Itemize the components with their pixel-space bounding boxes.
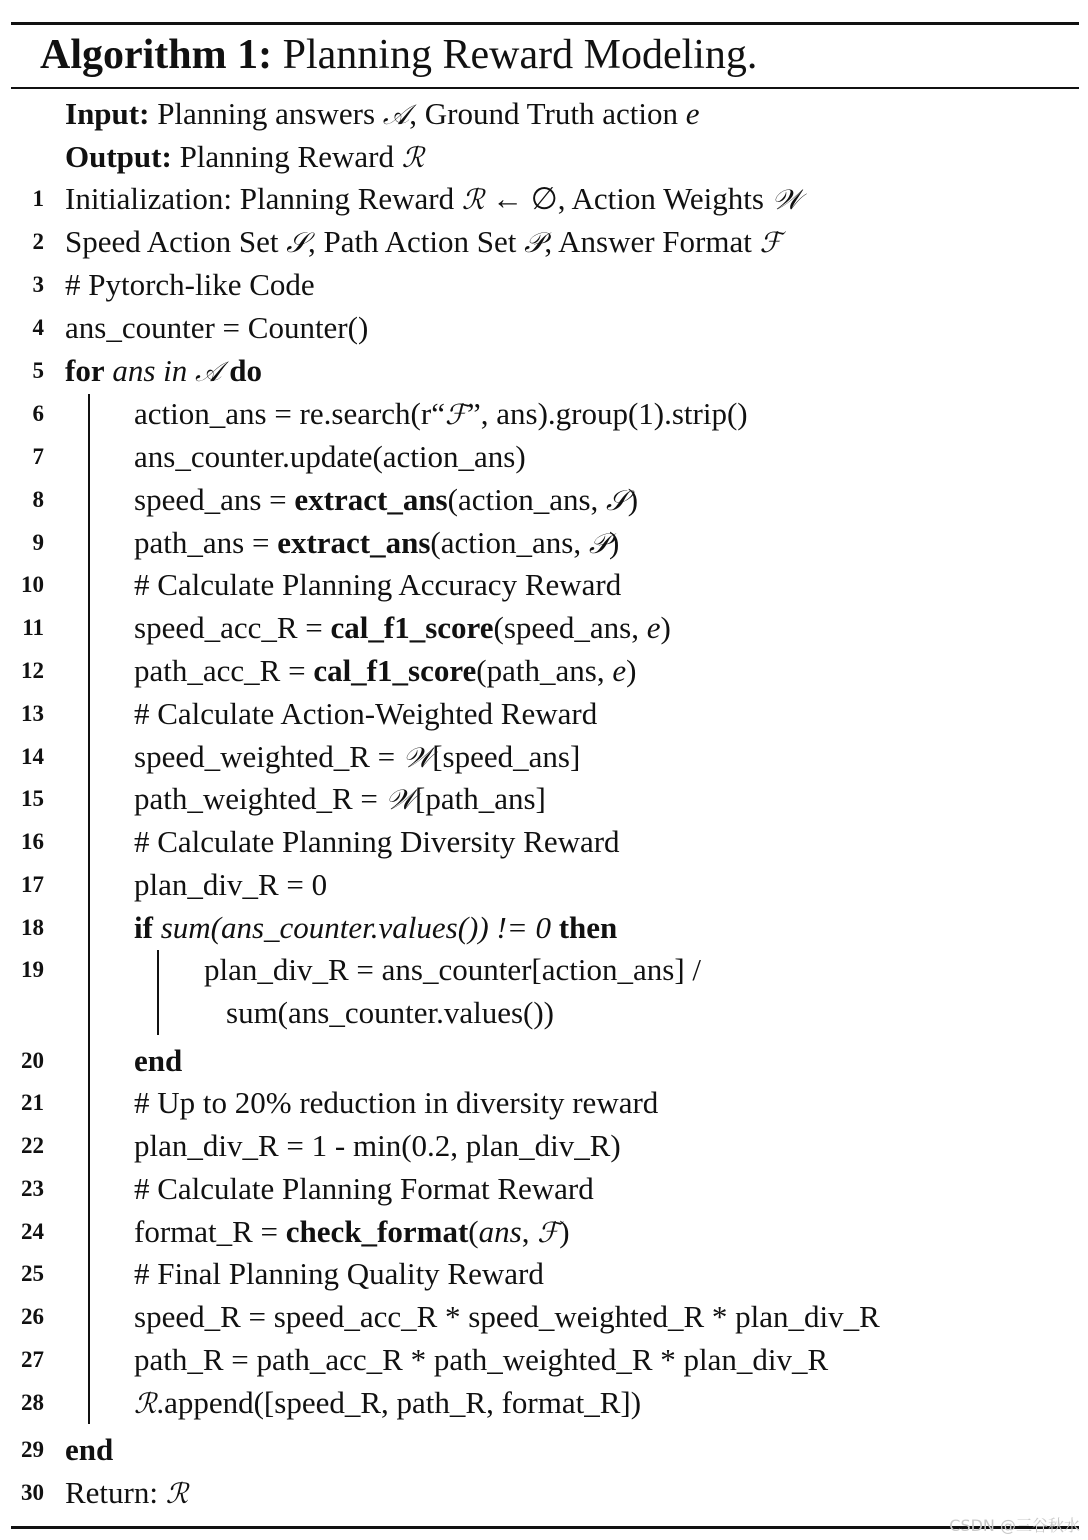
algorithm-name: Planning Reward Modeling. xyxy=(282,32,758,78)
algo-line-2: 2 Speed Action Set 𝒮, Path Action Set 𝒫, Answer Format ℱ xyxy=(32,224,782,259)
algo-line-30: 30 Return: ℛ xyxy=(21,1475,189,1510)
algorithm-label: Algorithm 1: xyxy=(40,32,273,78)
algo-line-12: 12 path_acc_R = cal_f1_score(path_ans, e) xyxy=(21,653,637,688)
algo-line-21: 21 # Up to 20% reduction in diversity reward xyxy=(21,1085,659,1120)
algo-line-29: 29 end xyxy=(21,1432,114,1467)
algo-line-17: 17 plan_div_R = 0 xyxy=(21,867,328,902)
output-line: Output: Planning Reward ℛ xyxy=(65,139,425,174)
algo-line-5: 5 for ans in 𝒜 do xyxy=(32,353,263,388)
algo-line-26: 26 speed_R = speed_acc_R * speed_weighted_R * plan_div_R xyxy=(21,1299,880,1334)
watermark: CSDN @三谷秋水 xyxy=(949,1516,1080,1535)
algo-line-1: 1 Initialization: Planning Reward ℛ ← ∅, Action Weights 𝒲 xyxy=(32,181,802,216)
algo-line-14: 14 speed_weighted_R = 𝒲[speed_ans] xyxy=(21,739,581,774)
algo-line-23: 23 # Calculate Planning Format Reward xyxy=(21,1171,594,1206)
algo-line-13: 13 # Calculate Action-Weighted Reward xyxy=(21,696,598,731)
algo-line-19: 19 plan_div_R = ans_counter[action_ans] / xyxy=(21,952,701,987)
algo-line-25: 25 # Final Planning Quality Reward xyxy=(21,1256,544,1291)
algo-line-22: 22 plan_div_R = 1 - min(0.2, plan_div_R) xyxy=(21,1128,621,1163)
algo-line-20: 20 end xyxy=(21,1043,183,1078)
algorithm-title xyxy=(40,28,757,82)
algo-line-16: 16 # Calculate Planning Diversity Reward xyxy=(21,824,620,859)
algo-line-6: 6 action_ans = re.search(r“ℱ”, ans).group(1).strip() xyxy=(32,396,748,431)
top-rule xyxy=(11,22,1079,25)
input-line: Input: Planning answers 𝒜, Ground Truth action e xyxy=(65,96,700,131)
algo-line-28: 28 ℛ.append([speed_R, path_R, format_R]) xyxy=(21,1385,642,1420)
bottom-rule xyxy=(11,1526,1079,1529)
algo-line-15: 15 path_weighted_R = 𝒲[path_ans] xyxy=(21,781,546,816)
algo-line-4: 4 ans_counter = Counter() xyxy=(32,310,369,345)
algo-line-11: 11 speed_acc_R = cal_f1_score(speed_ans, e) xyxy=(22,610,671,645)
algo-line-19-continued: sum(ans_counter.values()) xyxy=(226,995,554,1030)
algo-line-24: 24 format_R = check_format(ans, ℱ) xyxy=(21,1214,570,1249)
algo-line-7: 7 ans_counter.update(action_ans) xyxy=(32,439,526,474)
algo-line-18: 18 if sum(ans_counter.values()) != 0 then xyxy=(21,910,618,945)
algo-line-9: 9 path_ans = extract_ans(action_ans, 𝒫) xyxy=(32,525,620,560)
algo-line-27: 27 path_R = path_acc_R * path_weighted_R * plan_div_R xyxy=(21,1342,829,1377)
header-rule xyxy=(11,87,1079,89)
algo-line-8: 8 speed_ans = extract_ans(action_ans, 𝒮) xyxy=(32,482,639,517)
algo-line-3: 3 # Pytorch-like Code xyxy=(32,267,315,302)
algo-line-10: 10 # Calculate Planning Accuracy Reward xyxy=(21,567,622,602)
